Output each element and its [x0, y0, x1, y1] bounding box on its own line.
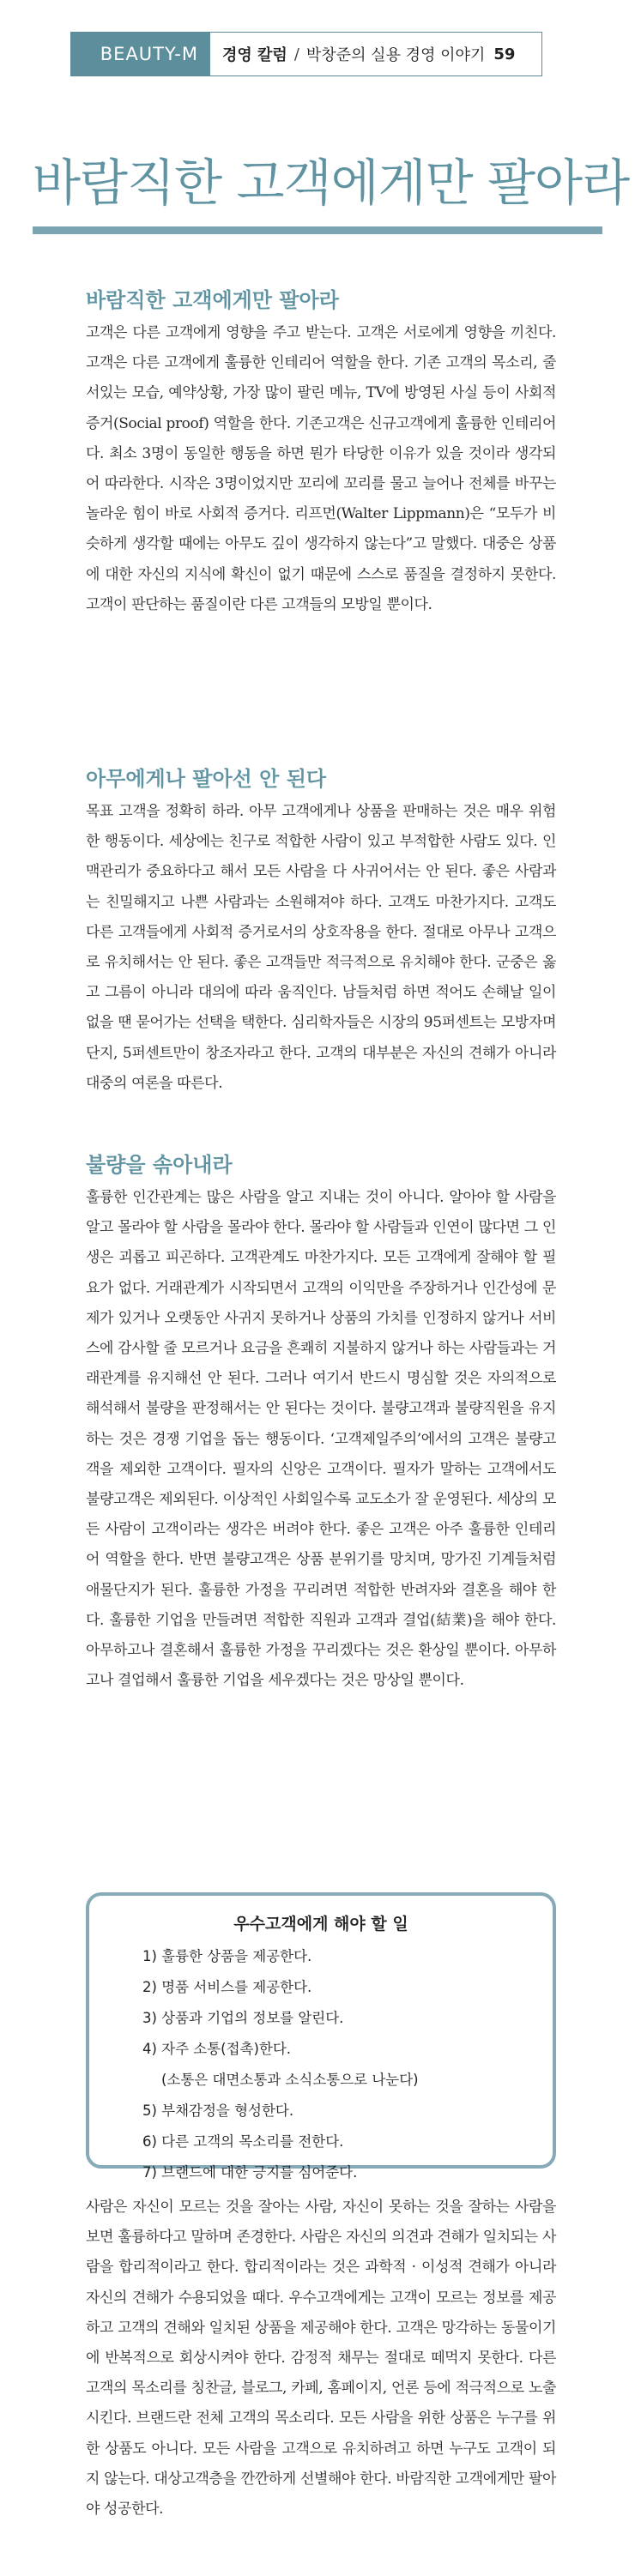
breadcrumb-separator: / [293, 45, 299, 63]
section-body: 목표 고객을 정확히 하라. 아무 고객에게나 상품을 판매하는 것은 매우 위험한 행동이다. 세상에는 친구로 적합한 사람이 있고 부적합한 사람도 있다. 인맥관리가 중요하다고 해서 모든 사람을 다 사귀어서는 안 된다. 좋은 사람과는 친밀해지고 나쁜 사람과는 소원해져야 하다. 고객도 마찬가지다. 고객도 다른 고객들에게 사회적 증거로서의 상호작용을 한다. 절대로 아무나 고객으로 유치해서는 안 된다. 좋은 고객들만 적극적으로 유치해야 한다. 군중은 옳고 그름이 아니라 대의에 따라 움직인다. 남들처럼 하면 적어도 손해날 일이 없을 땐 묻어가는 선택을 택한다. 심리학자들은 시장의 95퍼센트는 모방자며 단지, 5퍼센트만이 창조자라고 한다. 고객의 대부분은 자신의 견해가 아니라 대중의 여론을 따른다. [86, 803, 556, 1092]
list-item: 6) 다른 고객의 목소리를 전한다. [142, 2133, 344, 2150]
section-1 [86, 283, 556, 620]
section-heading: 아무에게나 팔아선 안 된다 [86, 767, 327, 791]
section-body: 훌륭한 인간관계는 많은 사람을 알고 지내는 것이 아니다. 알아야 할 사람을 알고 몰라야 할 사람을 몰라야 한다. 몰라야 할 사람들과 인연이 많다면 그 인생은 괴롭고 피곤하다. 고객관계도 마찬가지다. 모든 고객에게 잘해야 할 필요가 없다. 거래관계가 시작되면서 고객의 이익만을 주장하거나 인간성에 문제가 있거나 오랫동안 사귀지 못하거나 상품의 가치를 인정하지 않거나 서비스에 감사할 줄 모르거나 요금을 흔쾌히 지불하지 않거나 하는 사람들과는 거래관계를 유지해선 안 된다. 그러나 여기서 반드시 명심할 것은 자의적으로 해석해서 불량을 판정해서는 안 된다는 것이다. 불량고객과 불량직원을 유지하는 것은 경쟁 기업을 돕는 행동이다. ‘고객제일주의’에서의 고객은 불량고객을 제외한 고객이다. 필자의 신앙은 고객이다. 필자가 말하는 고객에서도 불량고객은 제외된다. 이상적인 사회일수록 교도소가 잘 운영된다. 세상의 모든 사람이 고객이라는 생각은 버려야 한다. 좋은 고객은 아주 훌륭한 인테리어 역할을 한다. 반면 불량고객은 상품 분위기를 망치며, 망가진 기계들처럼 애물단지가 된다. 훌륭한 가정을 꾸리려면 적합한 반려자와 결혼을 해야 한다. 훌륭한 기업을 만들려면 적합한 직원과 고객과 결업(結業)을 해야 한다. 아무하고나 결혼해서 훌륭한 가정을 꾸리겠다는 것은 환상일 뿐이다. 아무하고나 결업해서 훌륭한 기업을 세우겠다는 것은 망상일 뿐이다. [86, 1189, 556, 1690]
tips-box-title: 우수고객에게 해야 할 일 [233, 1915, 408, 1934]
list-item: 5) 부채감정을 형성한다. [142, 2102, 294, 2119]
tips-box [86, 1892, 556, 2181]
column-name: 경영 칼럼 [222, 46, 287, 64]
section-heading: 불량을 솎아내라 [86, 1153, 233, 1177]
column-breadcrumb [210, 33, 541, 75]
list-item: 2) 명품 서비스를 제공한다. [142, 1979, 312, 1995]
tips-list [89, 1941, 553, 2188]
list-item: 4) 자주 소통(접촉)한다. [142, 2041, 292, 2057]
list-item: 1) 훌륭한 상품을 제공한다. [142, 1948, 312, 1964]
section-body: 고객은 다른 고객에게 영향을 주고 받는다. 고객은 서로에게 영향을 끼친다. 고객은 다른 고객에게 훌륭한 인테리어 역할을 한다. 기존 고객의 목소리, 줄 서있는 모습, 예약상황, 가장 많이 팔린 메뉴, TV에 방영된 사실 등이 사회적 증거(Social proof) 역할을 한다. 기존고객은 신규고객에게 훌륭한 인테리어다. 최소 3명이 동일한 행동을 하면 뭔가 타당한 이유가 있을 것이라 생각되어 따라한다. 시작은 3명이었지만 꼬리에 꼬리를 물고 늘어나 전체를 바꾸는 놀라운 힘이 바로 사회적 증거다. 리프먼(Walter Lippmann)은 “모두가 비슷하게 생각할 때에는 아무도 깊이 생각하지 않는다”고 말했다. 대중은 상품에 대한 자신의 지식에 확신이 없기 때문에 스스로 품질을 결정하지 못한다. 고객이 판단하는 품질이란 다른 고객들의 모방일 뿐이다. [86, 324, 556, 613]
section-2 [86, 762, 556, 1099]
closing-body: 사람은 자신이 모르는 것을 잘아는 사람, 자신이 못하는 것을 잘하는 사람을 보면 훌륭하다고 말하며 존경한다. 사람은 자신의 의견과 견해가 일치되는 사람을 합리적이라고 한다. 합리적이라는 것은 과학적 · 이성적 견해가 아니라 자신의 견해가 수용되었을 때다. 우수고객에게는 고객이 모르는 정보를 제공하고 고객의 견해와 일치된 상품을 제공해야 한다. 고객은 망각하는 동물이기에 반복적으로 회상시켜야 한다. 감정적 채무는 절대로 떼먹지 못한다. 다른 고객의 목소리를 칭찬글, 블로그, 카페, 홈페이지, 언론 등에 적극적으로 노출시킨다. 브랜드란 전체 고객의 목소리다. 모든 사람을 위한 상품은 누구를 위한 상품도 아니다. 모든 사람을 고객으로 유치하려고 하면 누구도 고객이 되지 않는다. 대상고객층을 깐깐하게 선별해야 한다. 바람직한 고객에게만 팔아야 성공한다. [86, 2199, 556, 2519]
series-name: 박창준의 실용 경영 이야기 [305, 46, 486, 64]
magazine-tag: BEAUTY-M [71, 33, 210, 75]
article-title: 바람직한 고객에게만 팔아라 [33, 154, 630, 212]
list-item: 3) 상품과 기업의 정보를 알린다. [142, 2010, 344, 2026]
section-3 [86, 1148, 556, 1696]
page-header [70, 32, 542, 76]
section-heading: 바람직한 고객에게만 팔아라 [86, 288, 339, 312]
page-number: 59 [493, 45, 516, 63]
list-item: 7) 브랜드에 대한 긍지를 심어준다. [142, 2164, 358, 2181]
closing-section [86, 2193, 556, 2525]
title-underline [33, 226, 602, 234]
list-item-note: (소통은 대면소통과 소식소통으로 나눈다) [161, 2072, 419, 2088]
